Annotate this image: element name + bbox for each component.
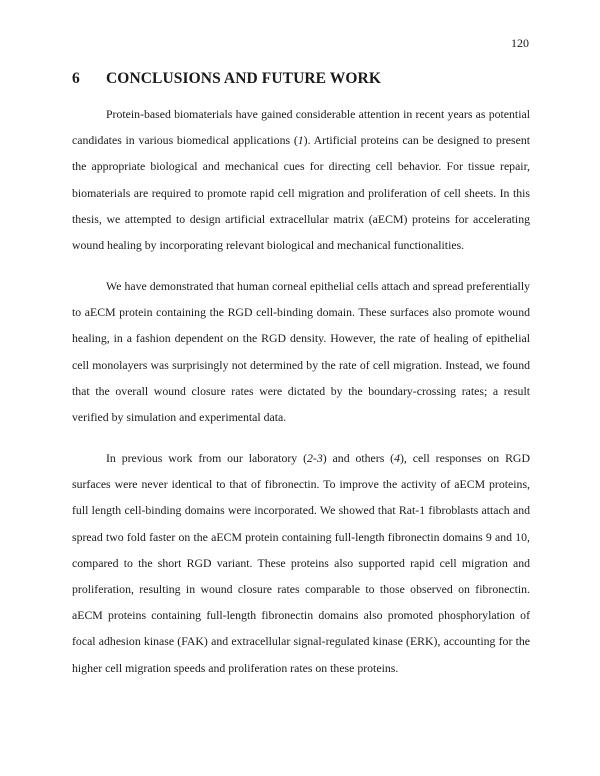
chapter-number: 6 <box>72 70 80 87</box>
paragraph-text: Protein-based biomaterials have gained considerable attention in recent years as potential candidates in various biomedical applications ( <box>72 107 530 148</box>
paragraph-3 <box>72 445 530 681</box>
paragraph-2 <box>72 273 530 430</box>
page-number: 120 <box>511 36 529 50</box>
paragraph-text: In previous work from our laboratory ( <box>106 451 308 465</box>
chapter-heading <box>72 70 381 88</box>
paragraph-text: ), cell responses on RGD surfaces were never identical to that of fibronectin. To improve the activity of aECM proteins, full length cell-binding domains were incorporated. We showed that Rat-1 fibroblasts attach and spread two fold faster on the aECM protein containing full-length fibronectin domains 9 and 10, compared to the short RGD variant. These proteins also supported rapid cell migration and proliferation, resulting in wound closure rates comparable to those observed on fibronectin. aECM proteins containing full-length fibronectin domains also promoted phosphorylation of focal adhesion kinase (FAK) and extracellular signal-regulated kinase (ERK), accounting for the higher cell migration speeds and proliferation rates on these proteins. <box>72 451 530 675</box>
paragraph-text: We have demonstrated that human corneal epithelial cells attach and spread preferentially to aECM protein containing the RGD cell-binding domain. These surfaces also promote wound healing, in a fashion dependent on the RGD density. However, the rate of healing of epithelial cell monolayers was surprisingly not determined by the rate of cell migration. Instead, we found that the overall wound closure rates were dictated by the boundary-crossing rates; a result verified by simulation and experimental data. <box>72 279 530 425</box>
citation-ref: 4 <box>394 451 400 465</box>
paragraph-text: ) and others ( <box>322 451 395 465</box>
paragraph-text: ). Artificial proteins can be designed to present the appropriate biological and mechanical cues for directing cell behavior. For tissue repair, biomaterials are required to promote rapid cell migration and proliferation of cell sheets. In this thesis, we attempted to design artificial extracellular matrix (aECM) proteins for accelerating wound healing by incorporating relevant biological and mechanical functionalities. <box>72 133 531 253</box>
paragraph-1 <box>72 101 530 258</box>
citation-ref: 1 <box>297 133 304 148</box>
chapter-title: CONCLUSIONS AND FUTURE WORK <box>106 70 381 87</box>
citation-ref: 2-3 <box>307 451 323 465</box>
